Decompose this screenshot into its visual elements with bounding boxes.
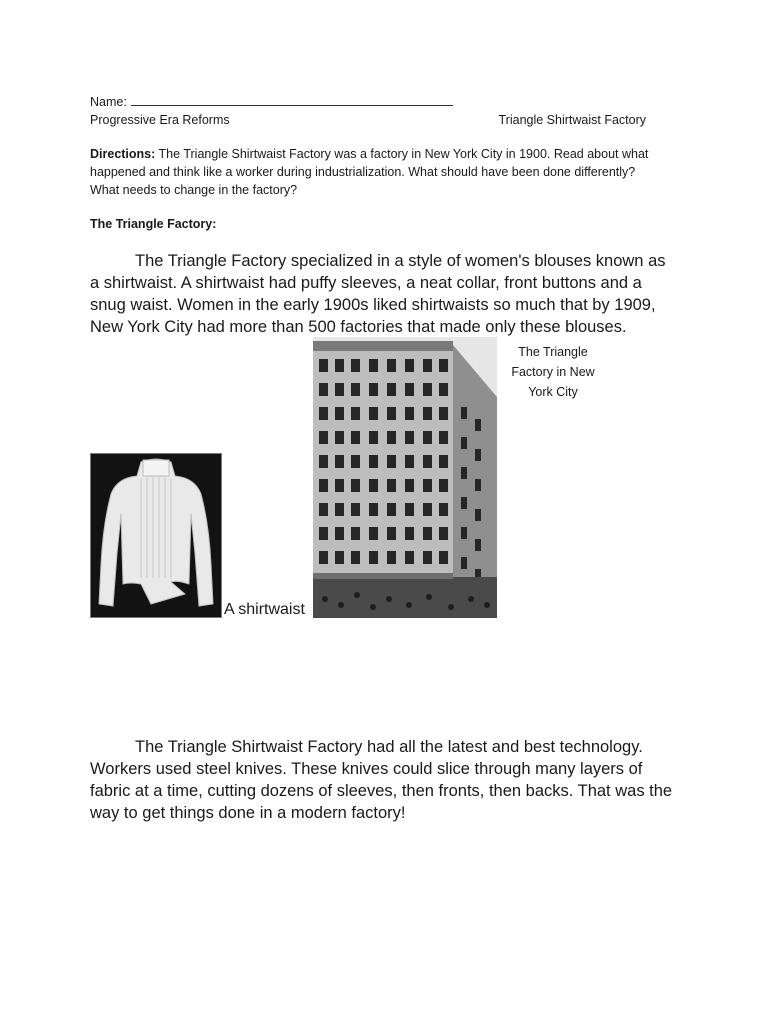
- directions: [90, 145, 660, 199]
- name-field[interactable]: [90, 93, 453, 111]
- paragraph-intro: [90, 250, 675, 338]
- course-title: Progressive Era Reforms: [90, 113, 230, 127]
- directions-text: The Triangle Shirtwaist Factory was a factory in New York City in 1900. Read about what happened and think like a worker during industrialization. What should have been done differently? What needs to change in the factory?: [90, 147, 649, 197]
- paragraph-technology: [90, 736, 675, 824]
- paragraph-technology-text: The Triangle Shirtwaist Factory had all the latest and best technology. Workers used steel knives. These knives could slice through many layers of fabric at a time, cutting dozens of sleeves, then fronts, then backs. That was the way to get things done in a modern factory!: [90, 738, 673, 822]
- directions-label: Directions:: [90, 147, 156, 161]
- triangle-factory-building-photo: [313, 337, 497, 618]
- shirtwaist-photo: [90, 453, 222, 618]
- name-blank-line[interactable]: [131, 93, 453, 106]
- paragraph-intro-text: The Triangle Factory specialized in a style of women's blouses known as a shirtwaist. A shirtwaist had puffy sleeves, a neat collar, front buttons and a snug waist. Women in the early 1900s liked shirtwaists so much that by 1909, New York City had more than 500 factories that made only these blouses.: [90, 252, 666, 336]
- building-caption: The Triangle Factory in New York City: [511, 345, 595, 399]
- topic-title: Triangle Shirtwaist Factory: [498, 113, 646, 127]
- name-label: Name:: [90, 95, 127, 109]
- shirtwaist-caption: A shirtwaist: [224, 601, 305, 618]
- section-heading: The Triangle Factory:: [90, 217, 217, 231]
